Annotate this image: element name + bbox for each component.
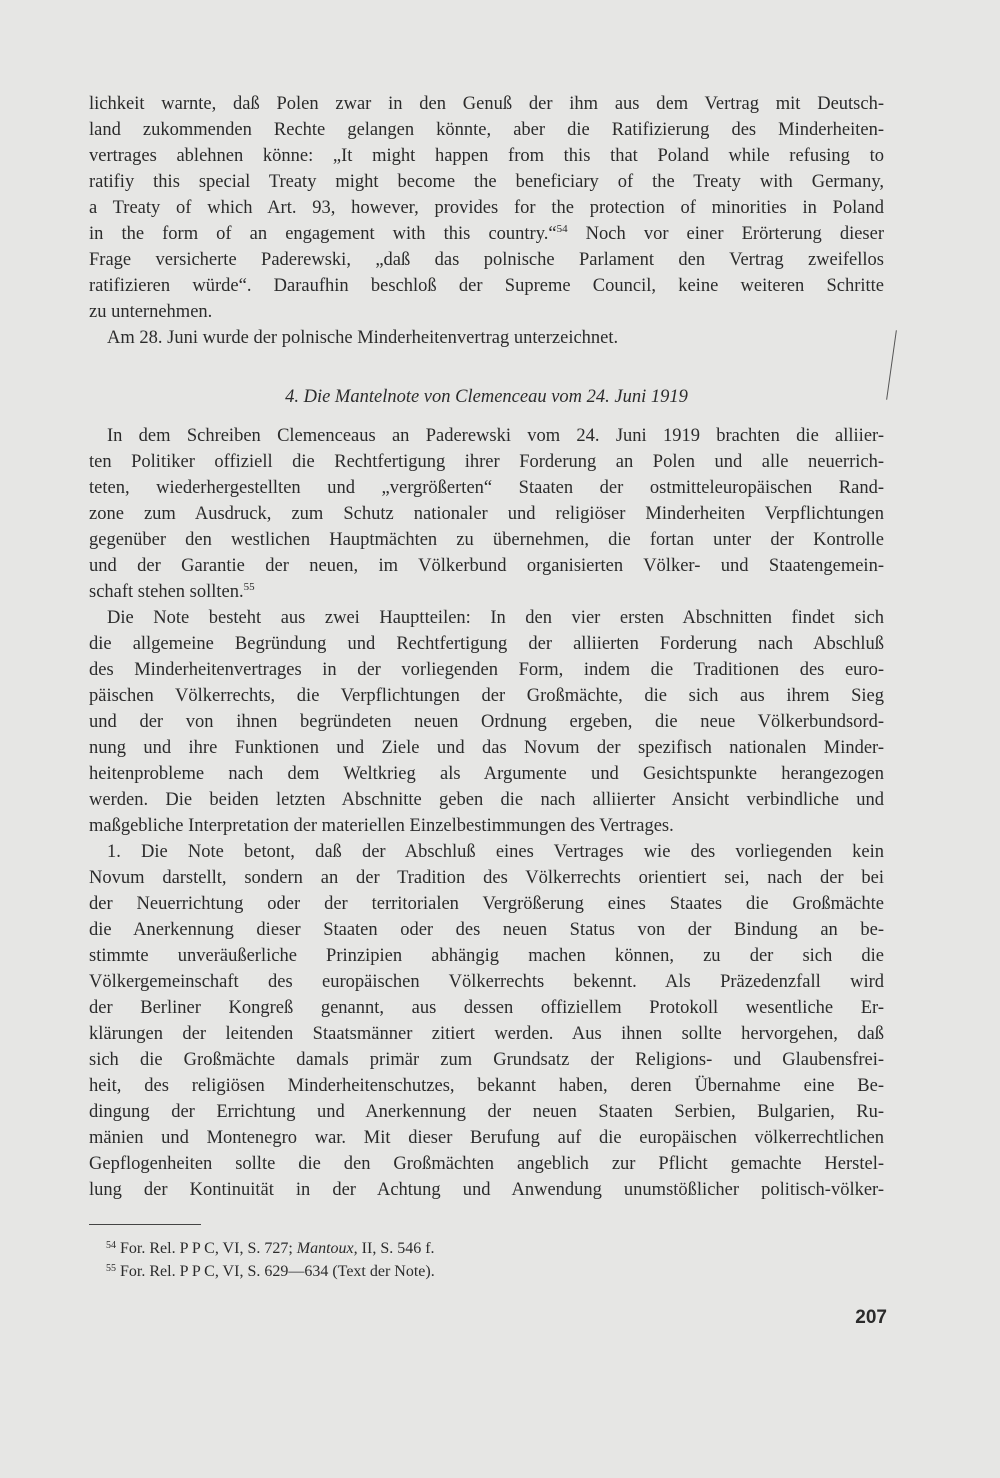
footnote-text: For. Rel. P P C, VI, S. 727;	[120, 1240, 297, 1257]
footnote-rule	[89, 1224, 201, 1225]
text-line-content: zu unternehmen.	[89, 302, 213, 322]
footnote-reference: 55	[243, 581, 255, 593]
text-line-content: in the form of an engagement with this country.“	[89, 224, 557, 244]
text-line-content: der Neuerrichtung oder der territorialen Vergrößerung eines Staates die Großmächte	[89, 894, 884, 914]
text-line	[89, 605, 884, 631]
text-line-content: und der von ihnen begründeten neuen Ordnung ergeben, die neue Völkerbundsord-	[89, 712, 884, 732]
text-line-content: der Berliner Kongreß genannt, aus dessen offiziellem Protokoll wesentliche Er-	[89, 998, 884, 1018]
footnote-text-after: II, S. 546 f.	[357, 1240, 435, 1257]
text-line	[89, 891, 884, 917]
text-line	[89, 501, 884, 527]
text-line-content: Die Note besteht aus zwei Hauptteilen: In den vier ersten Abschnitten findet sich	[107, 608, 884, 628]
text-line	[89, 195, 884, 221]
body-text-top	[89, 91, 884, 351]
text-line	[89, 221, 884, 247]
text-line	[89, 1177, 884, 1203]
footnote-number: 55	[106, 1263, 116, 1274]
text-line-content: des Minderheitenvertrages in der vorliegenden Form, indem die Traditionen des euro-	[89, 660, 884, 680]
text-line	[89, 943, 884, 969]
text-line-content: ten Politiker offiziell die Rechtfertigung ihrer Forderung an Polen und alle neuerrich-	[89, 452, 884, 472]
text-line-content: vertrages ablehnen könne: „It might happen from this that Poland while refusing to	[89, 146, 884, 166]
text-line	[89, 169, 884, 195]
text-line-content: maßgebliche Interpretation der materiellen Einzelbestimmungen des Vertrages.	[89, 816, 674, 836]
footnote-italic: Mantoux,	[296, 1240, 358, 1257]
text-line-content: lung der Kontinuität in der Achtung und Anwendung unumstößlicher politisch-völker-	[89, 1180, 884, 1200]
footnote-text: For. Rel. P P C, VI, S. 629—634 (Text der Note).	[120, 1263, 435, 1280]
text-line-content: mänien und Montenegro war. Mit dieser Berufung auf die europäischen völkerrechtlichen	[89, 1128, 884, 1148]
text-line-content: gegenüber den westlichen Hauptmächten zu übernehmen, die fortan unter der Kontrolle	[89, 530, 884, 550]
text-line-content: werden. Die beiden letzten Abschnitte geben die nach alliierter Ansicht verbindliche und	[89, 790, 884, 810]
text-line	[89, 735, 884, 761]
text-line-content: ratifizieren würde“. Daraufhin beschloß der Supreme Council, keine weiteren Schritte	[89, 276, 884, 296]
footnote-54	[106, 1238, 435, 1260]
text-line-content: nung und ihre Funktionen und Ziele und das Novum der spezifisch nationalen Minder-	[89, 738, 884, 758]
text-line	[89, 299, 884, 325]
text-line	[89, 143, 884, 169]
text-line	[89, 917, 884, 943]
text-line	[89, 1125, 884, 1151]
text-line-content: Am 28. Juni wurde der polnische Minderheitenvertrag unterzeichnet.	[107, 328, 619, 348]
footnote-reference: 54	[556, 223, 568, 235]
text-line-content: und der Garantie der neuen, im Völkerbund organisierten Völker- und Staatengemein-	[89, 556, 884, 576]
text-line-content: ratifiy this special Treaty might become the beneficiary of the Treaty with Germany,	[89, 172, 884, 192]
text-line	[89, 273, 884, 299]
text-line-content: päischen Völkerrechts, die Verpflichtungen der Großmächte, die sich aus ihrem Sieg	[89, 686, 884, 706]
text-line	[89, 423, 884, 449]
text-line	[89, 247, 884, 273]
footnote-number: 54	[106, 1240, 116, 1251]
margin-pencil-mark	[886, 330, 897, 399]
text-line	[89, 761, 884, 787]
text-line	[89, 839, 884, 865]
text-line-continuation: Noch vor einer Erörterung dieser	[567, 224, 884, 244]
text-line-content: zone zum Ausdruck, zum Schutz nationaler und religiöser Minderheiten Verpflichtungen	[89, 504, 884, 524]
text-line	[89, 709, 884, 735]
text-line	[89, 449, 884, 475]
text-line-content: Gepflogenheiten sollte die den Großmächten angeblich zur Pflicht gemachte Herstel-	[89, 1154, 884, 1174]
text-line	[89, 1099, 884, 1125]
text-line-content: stimmte unveräußerliche Prinzipien abhängig machen können, zu der sich die	[89, 946, 884, 966]
text-line-content: sich die Großmächte damals primär zum Grundsatz der Religions- und Glaubensfrei-	[89, 1050, 884, 1070]
text-line	[89, 969, 884, 995]
text-line-content: Novum darstellt, sondern an der Tradition des Völkerrechts orientiert sei, nach der bei	[89, 868, 884, 888]
text-line-content: die allgemeine Begründung und Rechtfertigung der alliierten Forderung nach Abschluß	[89, 634, 884, 654]
text-line-content: 1. Die Note betont, daß der Abschluß eines Vertrages wie des vorliegenden kein	[107, 842, 884, 862]
text-line	[89, 1021, 884, 1047]
text-line	[89, 527, 884, 553]
text-line-content: Frage versicherte Paderewski, „daß das polnische Parlament den Vertrag zweifellos	[89, 250, 884, 270]
text-line-content: teten, wiederhergestellten und „vergrößerten“ Staaten der ostmitteleuropäischen Rand-	[89, 478, 884, 498]
text-line-content: heit, des religiösen Minderheitenschutzes, bekannt haben, deren Übernahme eine Be-	[89, 1076, 884, 1096]
body-text-bottom	[89, 423, 884, 1203]
text-line-content: lichkeit warnte, daß Polen zwar in den Genuß der ihm aus dem Vertrag mit Deutsch-	[89, 94, 884, 114]
text-line-content: dingung der Errichtung und Anerkennung der neuen Staaten Serbien, Bulgarien, Ru-	[89, 1102, 884, 1122]
text-line	[89, 1151, 884, 1177]
section-heading: 4. Die Mantelnote von Clemenceau vom 24. Juni 1919	[285, 387, 688, 407]
page-number: 207	[855, 1307, 887, 1328]
text-line	[89, 683, 884, 709]
text-line-content: In dem Schreiben Clemenceaus an Paderewski vom 24. Juni 1919 brachten die alliier-	[107, 426, 884, 446]
text-line	[89, 553, 884, 579]
text-line	[89, 657, 884, 683]
text-line	[89, 1047, 884, 1073]
text-line-content: a Treaty of which Art. 93, however, provides for the protection of minorities in Poland	[89, 198, 884, 218]
text-line	[89, 813, 884, 839]
text-line-content: heitenprobleme nach dem Weltkrieg als Argumente und Gesichtspunkte herangezogen	[89, 764, 884, 784]
text-line	[89, 995, 884, 1021]
text-line-content: klärungen der leitenden Staatsmänner zitiert werden. Aus ihnen sollte hervorgehen, daß	[89, 1024, 884, 1044]
text-line-content: die Anerkennung dieser Staaten oder des neuen Status von der Bindung an be-	[89, 920, 884, 940]
text-line	[89, 91, 884, 117]
text-line-content: schaft stehen sollten.	[89, 582, 244, 602]
text-line	[89, 325, 884, 351]
text-line	[89, 865, 884, 891]
text-line	[89, 1073, 884, 1099]
text-line	[89, 117, 884, 143]
text-line	[89, 787, 884, 813]
text-line-content: Völkergemeinschaft des europäischen Völkerrechts bekennt. Als Präzedenzfall wird	[89, 972, 884, 992]
text-line	[89, 631, 884, 657]
text-line	[89, 579, 884, 605]
text-line	[89, 475, 884, 501]
footnote-55	[106, 1261, 435, 1283]
text-line-content: land zukommenden Rechte gelangen könnte, aber die Ratifizierung des Minderheiten-	[89, 120, 884, 140]
